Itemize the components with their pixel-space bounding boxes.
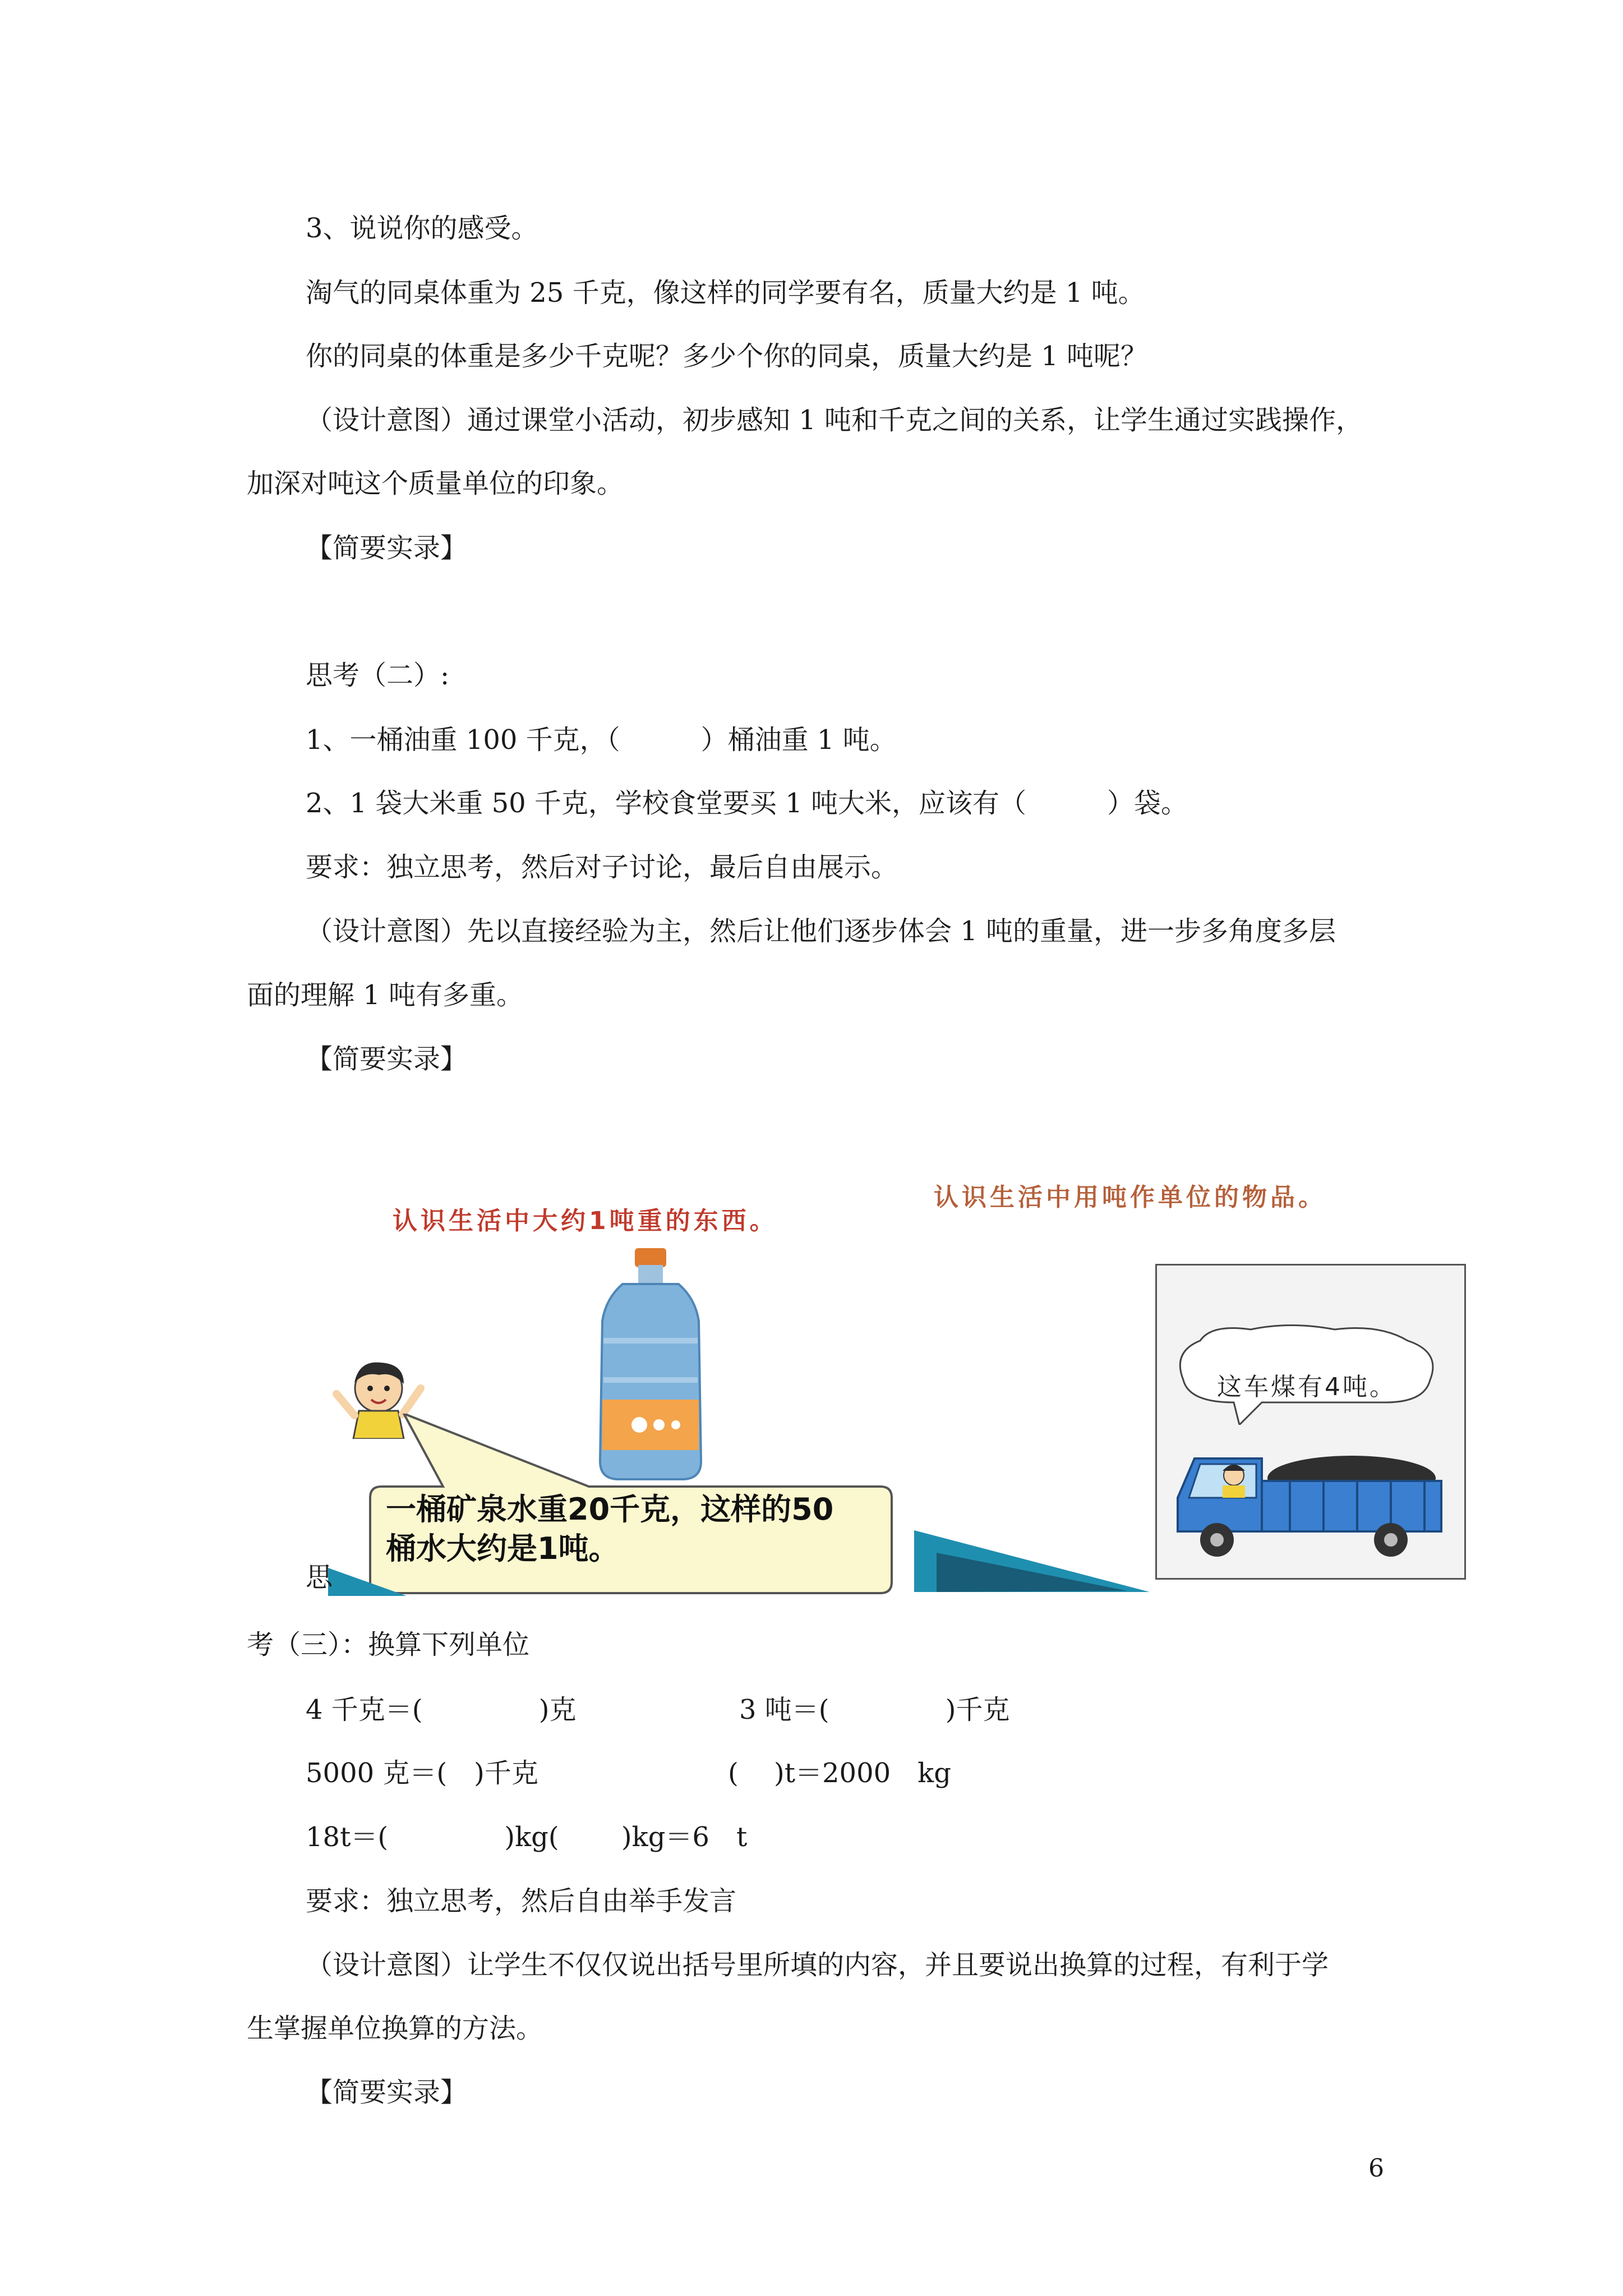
step-3-title: 3、说说你的感受。: [306, 213, 538, 244]
requirement: 要求：独立思考，然后自由举手发言: [306, 1885, 737, 1917]
requirement: 要求：独立思考，然后对子讨论，最后自由展示。: [306, 852, 898, 883]
conversion-row-1-b: 3 吨＝( )千克: [739, 1694, 1010, 1726]
think-3-title-start: 思: [306, 1562, 333, 1593]
question-2: 2、1 袋大米重 50 千克，学校食堂要买 1 吨大米，应该有（ ）袋。: [306, 788, 1188, 819]
paragraph: 淘气的同桌体重为 25 千克，像这样的同学要有名，质量大约是 1 吨。: [306, 277, 1145, 309]
think-3-title: 考（三）：换算下列单位: [247, 1629, 530, 1660]
design-intent-cont: 加深对吨这个质量单位的印象。: [247, 468, 624, 499]
design-intent-cont: 生掌握单位换算的方法。: [247, 2013, 543, 2044]
bubble-line-2: 桶水大约是1吨。: [386, 1531, 619, 1566]
design-intent: （设计意图）让学生不仅仅说出括号里所填的内容，并且要说出换算的过程，有利于学: [306, 1949, 1329, 1981]
bubble-line-1: 一桶矿泉水重20千克，这样的50: [386, 1492, 834, 1527]
teal-triangle-left: [328, 1568, 407, 1596]
bubble-text: [386, 1490, 879, 1568]
figure-right-title: 认识生活中用吨作单位的物品。: [934, 1183, 1326, 1212]
truck-icon: [1166, 1442, 1447, 1571]
page-number: 6: [1368, 2154, 1384, 2183]
teal-triangle-right: [914, 1530, 1150, 1592]
brief-record-heading: 【简要实录】: [306, 2077, 468, 2108]
cloud-text: 这车煤有4吨。: [1217, 1373, 1396, 1401]
design-intent: （设计意图）通过课堂小活动，初步感知 1 吨和千克之间的关系，让学生通过实践操作，: [306, 404, 1363, 436]
brief-record-heading: 【简要实录】: [306, 532, 468, 564]
brief-record-heading: 【简要实录】: [306, 1043, 468, 1075]
think-2-title: 思考（二）:: [306, 660, 450, 691]
question-1: 1、一桶油重 100 千克，（ ）桶油重 1 吨。: [306, 724, 897, 756]
conversion-row-2-b: ( )t＝2000 kg: [728, 1757, 951, 1789]
conversion-row-1-a: 4 千克＝( )克: [306, 1694, 577, 1726]
figure-left-title: 认识生活中大约1吨重的东西。: [393, 1207, 778, 1235]
conversion-row-2-a: 5000 克＝( )千克: [306, 1757, 538, 1789]
design-intent: （设计意图）先以直接经验为主，然后让他们逐步体会 1 吨的重量，进一步多角度多层: [306, 915, 1336, 947]
paragraph: 你的同桌的体重是多少千克呢？多少个你的同桌，质量大约是 1 吨呢？: [306, 341, 1148, 372]
design-intent-cont: 面的理解 1 吨有多重。: [247, 979, 524, 1011]
conversion-row-3: 18t＝( )kg( )kg＝6 t: [306, 1821, 748, 1853]
